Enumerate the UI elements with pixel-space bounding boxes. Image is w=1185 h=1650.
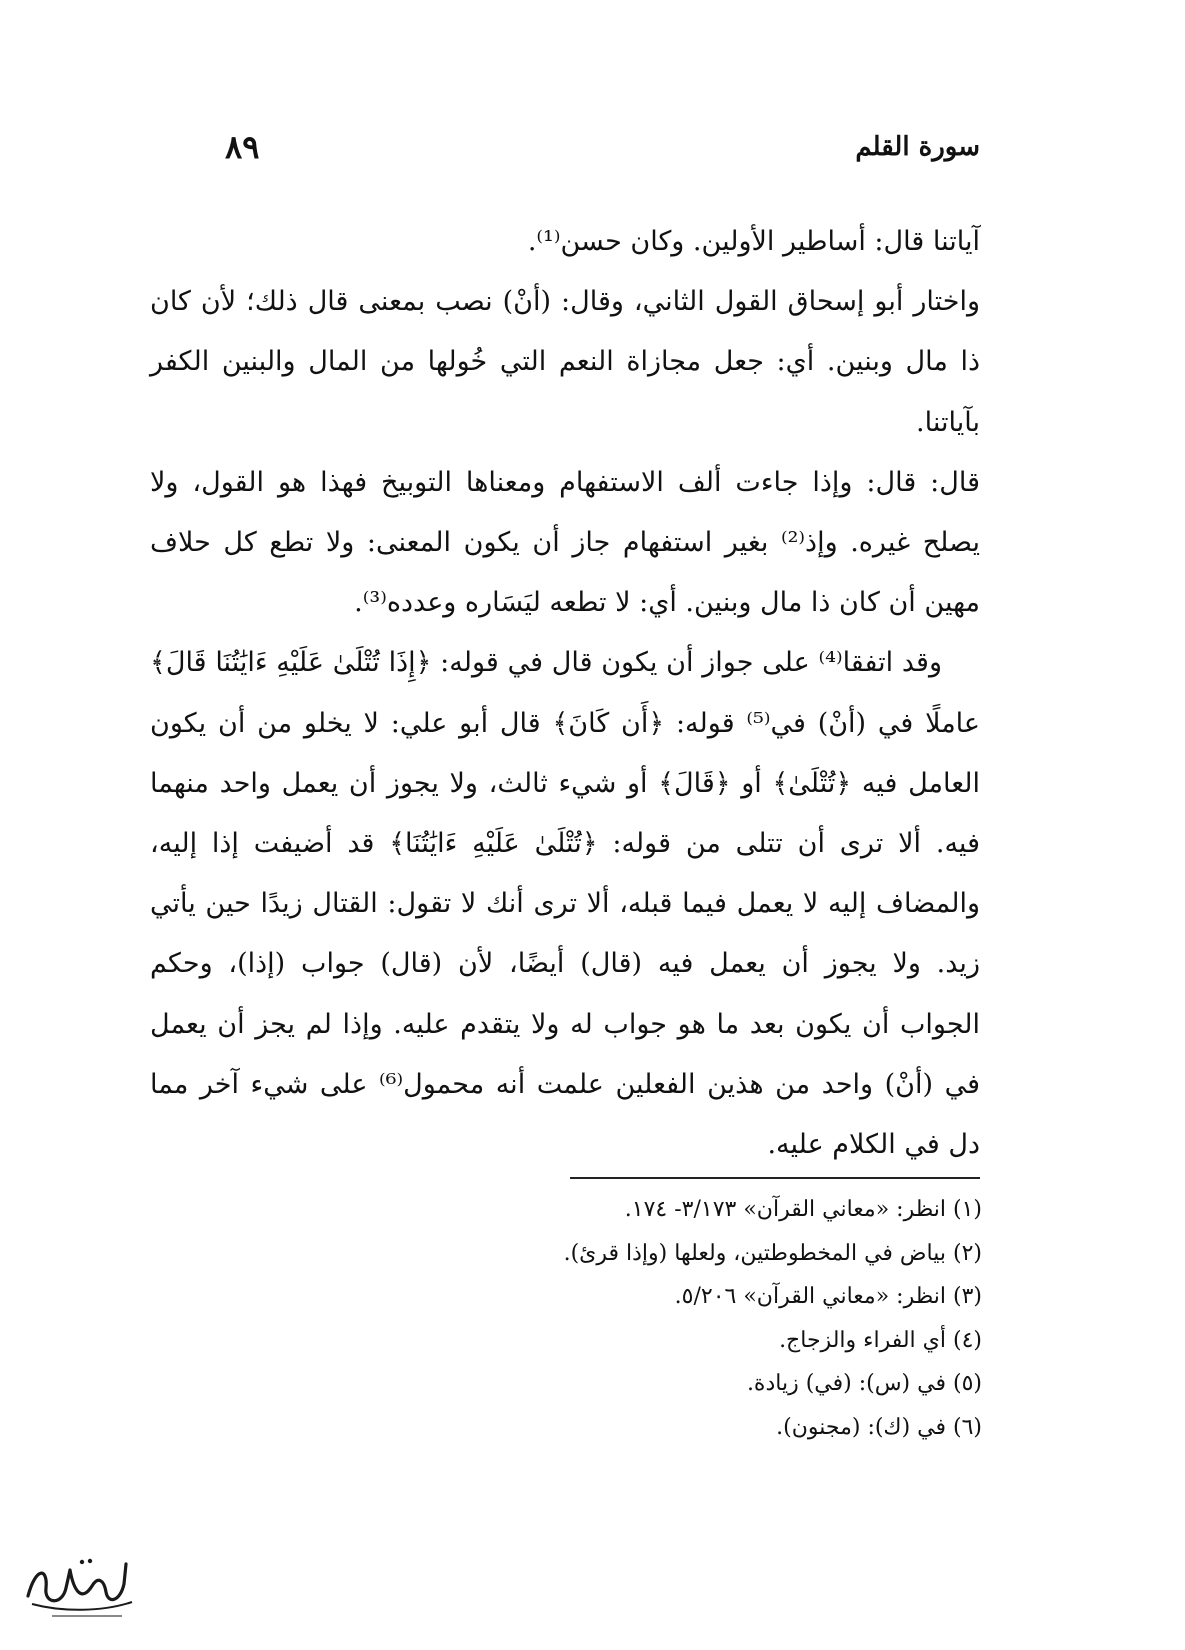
footnotes	[300, 1188, 990, 1449]
paragraph: وقد اتفقا⁽⁴⁾ على جواز أن يكون قال في قوله: ﴿إِذَا تُتْلَىٰ عَلَيْهِ ءَايَٰتُنَا قَالَ﴾ عاملًا في (أنْ) في⁽⁵⁾ قوله: ﴿أَن كَانَ﴾ قال أبو علي: لا يخلو من أن يكون العامل فيه ﴿تُتْلَىٰ﴾ أو ﴿قَالَ﴾ أو شيء ثالث، ولا يجوز أن يعمل واحد منهما فيه. ألا ترى أن تتلى من قوله: ﴿تُتْلَىٰ عَلَيْهِ ءَايَٰتُنَا﴾ قد أضيفت إذا إليه، والمضاف إليه لا يعمل فيما قبله، ألا ترى أنك لا تقول: القتال زيدًا حين يأتي زيد. ولا يجوز أن يعمل فيه (قال) أيضًا، لأن (قال) جواب (إذا)، وحكم الجواب أن يكون بعد ما هو جواب له ولا يتقدم عليه. وإذا لم يجز أن يعمل في (أنْ) واحد من هذين الفعلين علمت أنه محمول⁽⁶⁾ على شيء آخر مما دل في الكلام عليه.	[150, 647, 980, 1161]
calligraphy-stamp-logo	[22, 1552, 140, 1622]
page-number: ٨٩	[225, 128, 260, 166]
footnote-item: (٢) بياض في المخطوطتين، ولعلها (وإذا قرئ).	[563, 1240, 982, 1266]
footnote-item: (٦) في (ك): (مجنون).	[776, 1414, 982, 1440]
paragraph: واختار أبو إسحاق القول الثاني، وقال: (أنْ) نصب بمعنى قال ذلك؛ لأن كان ذا مال وبنين. أي: جعل مجازاة النعم التي خُولها من المال والبنين الكفر بآياتنا.	[150, 286, 980, 438]
footnote-item: (٣) انظر: «معاني القرآن» ٥/٢٠٦.	[674, 1284, 982, 1309]
footnote-item: (٤) أي الفراء والزجاج.	[779, 1327, 982, 1353]
footnote-item: (٥) في (س): (في) زيادة.	[746, 1371, 982, 1396]
paragraph: قال: قال: وإذا جاءت ألف الاستفهام ومعناها التوبيخ فهذا هو القول، ولا يصلح غيره. وإذ⁽²⁾ بغير استفهام جاز أن يكون المعنى: ولا تطع كل حلاف مهين أن كان ذا مال وبنين. أي: لا تطعه ليَسَاره وعدده⁽³⁾.	[150, 466, 980, 619]
footnote-item: (١) انظر: «معاني القرآن» ٣/١٧٣- ١٧٤.	[624, 1197, 982, 1222]
page-header	[210, 128, 980, 182]
surah-title: سورة القلم	[855, 132, 980, 162]
footnote-separator	[570, 1177, 980, 1179]
paragraph: آياتنا قال: أساطير الأولين. وكان حسن⁽¹⁾.	[527, 226, 980, 257]
main-text	[150, 212, 980, 1175]
